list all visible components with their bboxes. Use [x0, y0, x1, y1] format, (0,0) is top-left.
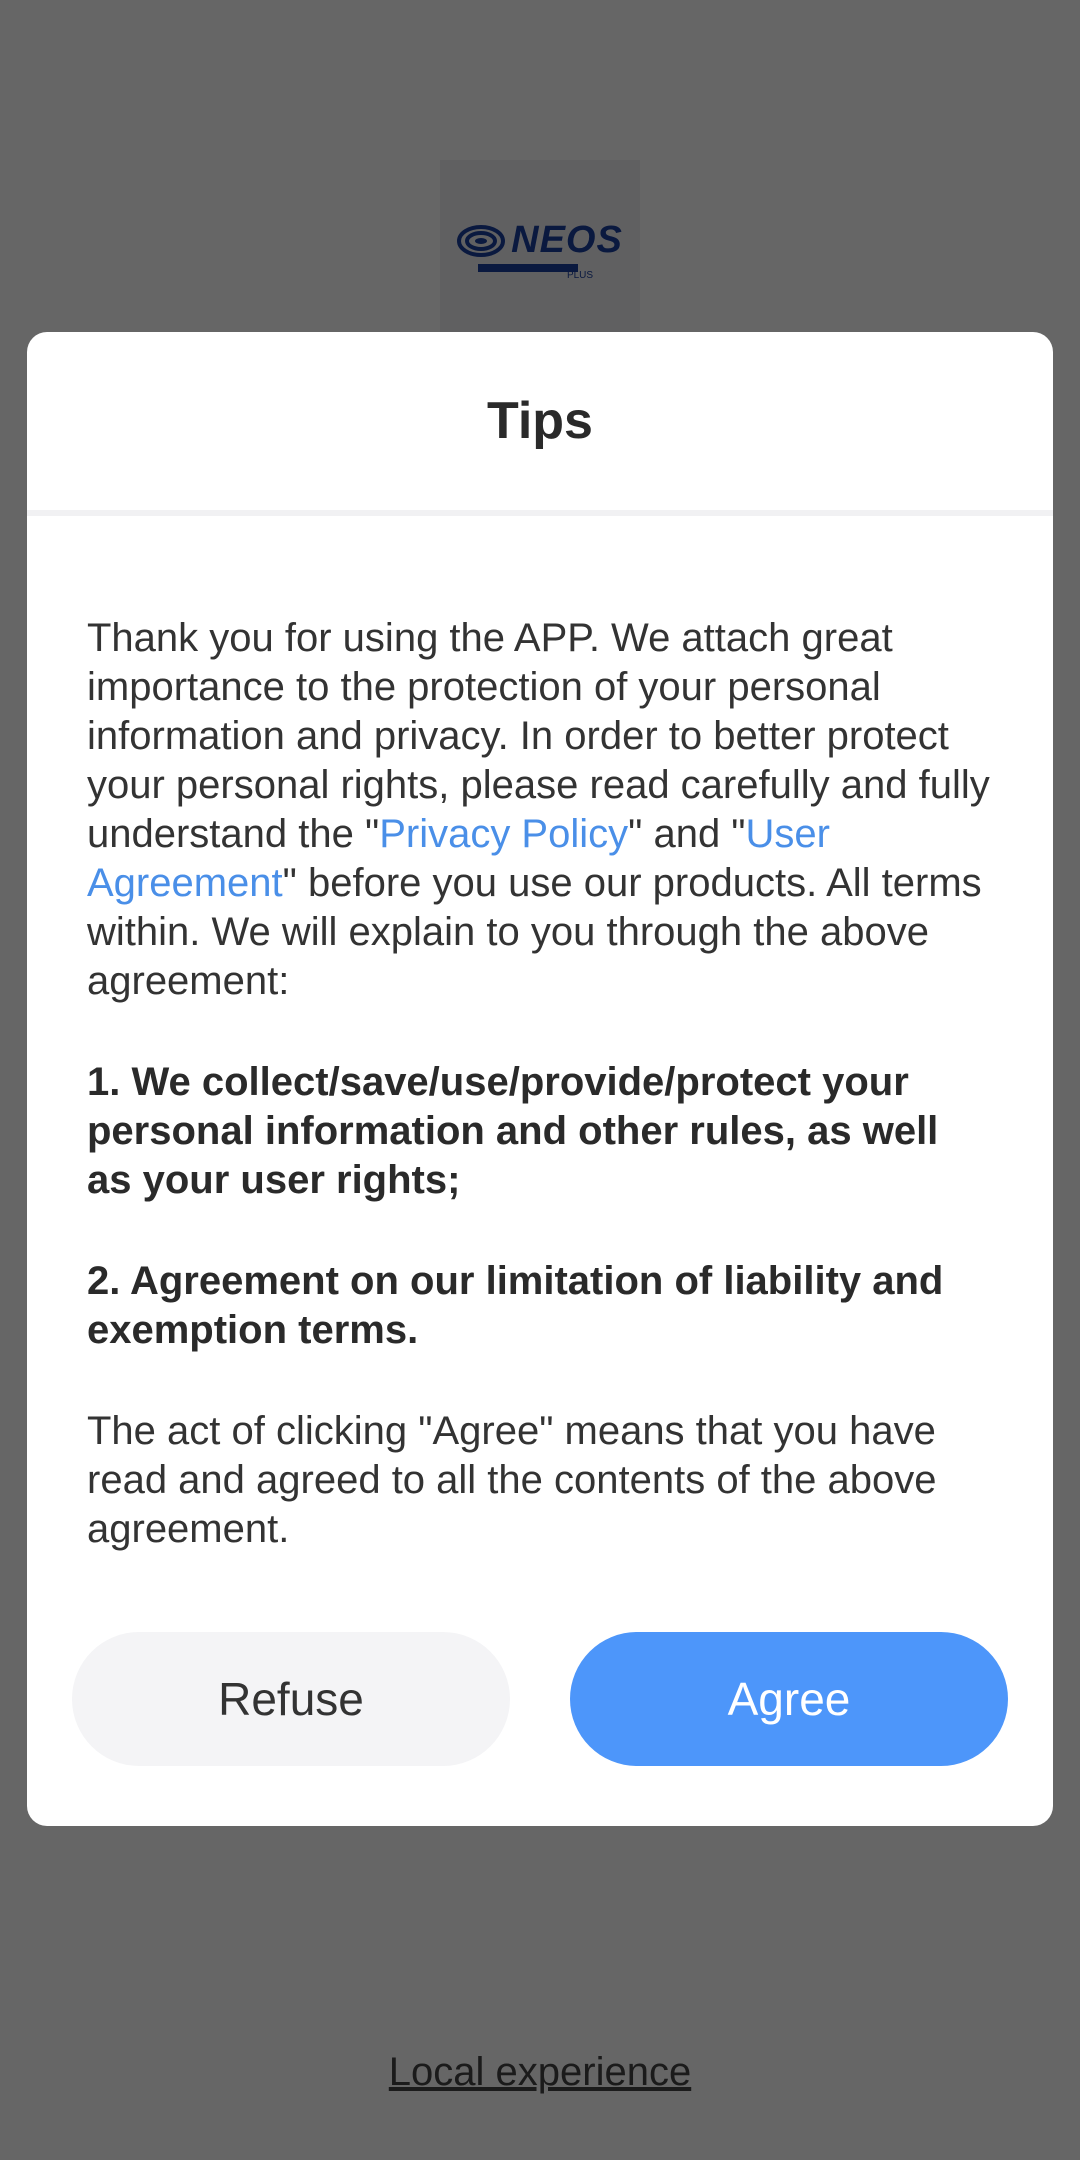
privacy-policy-link[interactable]: Privacy Policy — [379, 812, 629, 856]
intro-text-3: " before you use our products. All terms within. We will explain to you through the above agreement: — [87, 861, 982, 1003]
refuse-button[interactable]: Refuse — [72, 1632, 510, 1766]
user-agreement-link[interactable]: User Agreement — [87, 812, 830, 905]
point-1-text: 1. We collect/save/use/provide/protect your personal information and other rules, as well as your user rights; — [87, 1060, 939, 1202]
dialog-divider — [27, 510, 1053, 516]
intro-text-1: Thank you for using the APP. We attach great importance to the protection of your personal information and privacy. In order to better protect your personal rights, please read carefully and fully understand the " — [87, 616, 990, 856]
intro-paragraph — [87, 614, 993, 1006]
closing-paragraph: The act of clicking "Agree" means that you have read and agreed to all the contents of the above agreement. — [87, 1409, 937, 1551]
point-2-text: 2. Agreement on our limitation of liability and exemption terms. — [87, 1259, 944, 1352]
agree-button[interactable]: Agree — [570, 1632, 1008, 1766]
dialog-body — [27, 614, 1053, 1554]
privacy-dialog — [27, 332, 1053, 1826]
dialog-title: Tips — [487, 392, 593, 450]
intro-text-2: " and " — [628, 812, 746, 856]
dialog-buttons — [72, 1632, 1008, 1766]
